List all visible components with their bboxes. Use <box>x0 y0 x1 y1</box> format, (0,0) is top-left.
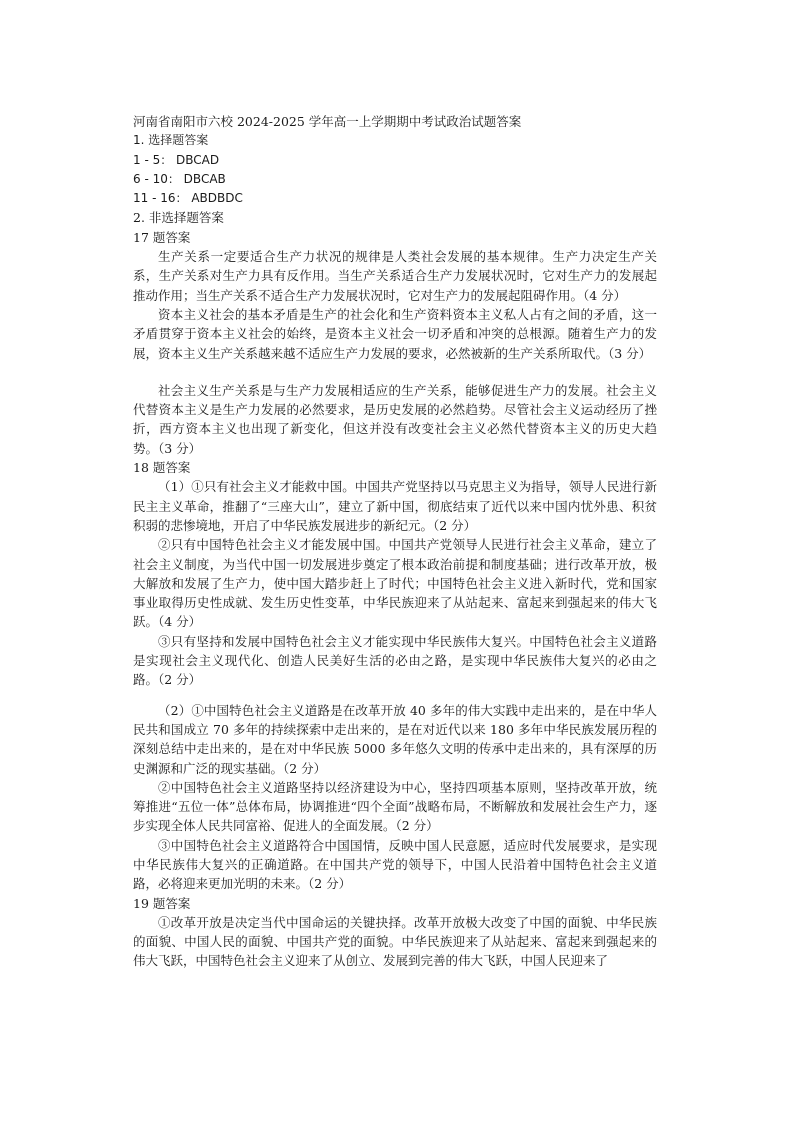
spacer <box>133 363 657 381</box>
q19-heading: 19 题答案 <box>133 895 191 911</box>
document-body <box>133 112 657 971</box>
document-title: 河南省南阳市六校 2024-2025 学年高一上学期期中考试政治试题答案 <box>133 114 522 129</box>
mc-answers-11-16: 11 - 16： ABDBDC <box>133 191 243 206</box>
q17-heading: 17 题答案 <box>133 229 191 245</box>
q18-paragraph-4: （2）①中国特色社会主义道路是在改革开放 40 多年的伟大实践中走出来的，是在中华人民共和国成立 70 多年的持续探索中走出来的，是在对近代以来 180 多年中华民族发展历程的深刻总结中走出来的，是在对中华民族 5000 多年悠久文明的传承中走出来的，具有深厚的历史渊源和广泛的现实基础。（2 分） <box>133 702 657 776</box>
q19-paragraph-1: ①改革开放是决定当代中国命运的关键抉择。改革开放极大改变了中国的面貌、中华民族的面貌、中国人民的面貌、中国共产党的面貌。中华民族迎来了从站起来、富起来到强起来的伟大飞跃，中国特色社会主义迎来了从创立、发展到完善的伟大飞跃，中国人民迎来了 <box>133 914 657 969</box>
q18-paragraph-6: ③中国特色社会主义道路符合中国国情，反映中国人民意愿，适应时代发展要求，是实现中华民族伟大复兴的正确道路。在中国共产党的领导下，中国人民沿着中国特色社会主义道路，必将迎来更加光明的未来。（2 分） <box>133 837 657 892</box>
q18-paragraph-5: ②中国特色社会主义道路坚持以经济建设为中心，坚持四项基本原则，坚持改革开放，统筹推进“五位一体”总体布局，协调推进“四个全面”战略布局，不断解放和发展社会生产力，逐步实现全体人民共同富裕、促进人的全面发展。（2 分） <box>133 779 657 834</box>
nonmc-heading: 2. 非选择题答案 <box>133 210 224 226</box>
q18-heading: 18 题答案 <box>133 460 191 476</box>
q18-paragraph-1: （1）①只有社会主义才能救中国。中国共产党坚持以马克思主义为指导，领导人民进行新民主主义革命，推翻了“三座大山”，建立了新中国，彻底结束了近代以来中国内忧外患、积贫积弱的悲惨境地，开启了中华民族发展进步的新纪元。（2 分） <box>133 479 657 533</box>
q17-paragraph-2: 资本主义社会的基本矛盾是生产的社会化和生产资料资本主义私人占有之间的矛盾，这一矛盾贯穿于资本主义社会的始终，是资本主义社会一切矛盾和冲突的总根源。随着生产力的发展，资本主义生产关系越来越不适应生产力发展的要求，必然被新的生产关系所取代。（3 分） <box>133 306 657 361</box>
mc-answers-6-10: 6 - 10： DBCAB <box>133 171 226 186</box>
mc-heading: 1. 选择题答案 <box>133 133 209 148</box>
q18-paragraph-3: ③只有坚持和发展中国特色社会主义才能实现中华民族伟大复兴。中国特色社会主义道路是实现社会主义现代化、创造人民美好生活的必由之路，是实现中华民族伟大复兴的必由之路。（2 分） <box>133 633 657 688</box>
q17-paragraph-3: 社会主义生产关系是与生产力发展相适应的生产关系，能够促进生产力的发展。社会主义代替资本主义是生产力发展的必然要求，是历史发展的必然趋势。尽管社会主义运动经历了挫折，西方资本主义也出现了新变化，但这并没有改变社会主义必然代替资本主义的历史大趋势。（3 分） <box>133 382 657 456</box>
q17-paragraph-1: 生产关系一定要适合生产力状况的规律是人类社会发展的基本规律。生产力决定生产关系，生产关系对生产力具有反作用。当生产关系适合生产力发展状况时，它对生产力的发展起推动作用；当生产关系不适合生产力发展状况时，它对生产力的发展起阻碍作用。（4 分） <box>133 249 657 303</box>
mc-answers-1-5: 1 - 5： DBCAD <box>133 152 220 167</box>
spacer <box>133 690 657 701</box>
q18-paragraph-2: ②只有中国特色社会主义才能发展中国。中国共产党领导人民进行社会主义革命，建立了社会主义制度，为当代中国一切发展进步奠定了根本政治前提和制度基础；进行改革开放，极大解放和发展了生产力，使中国大踏步赶上了时代；中国特色社会主义进入新时代，党和国家事业取得历史性成就、发生历史性变革，中华民族迎来了从站起来、富起来到强起来的伟大飞跃。（4 分） <box>133 537 657 630</box>
